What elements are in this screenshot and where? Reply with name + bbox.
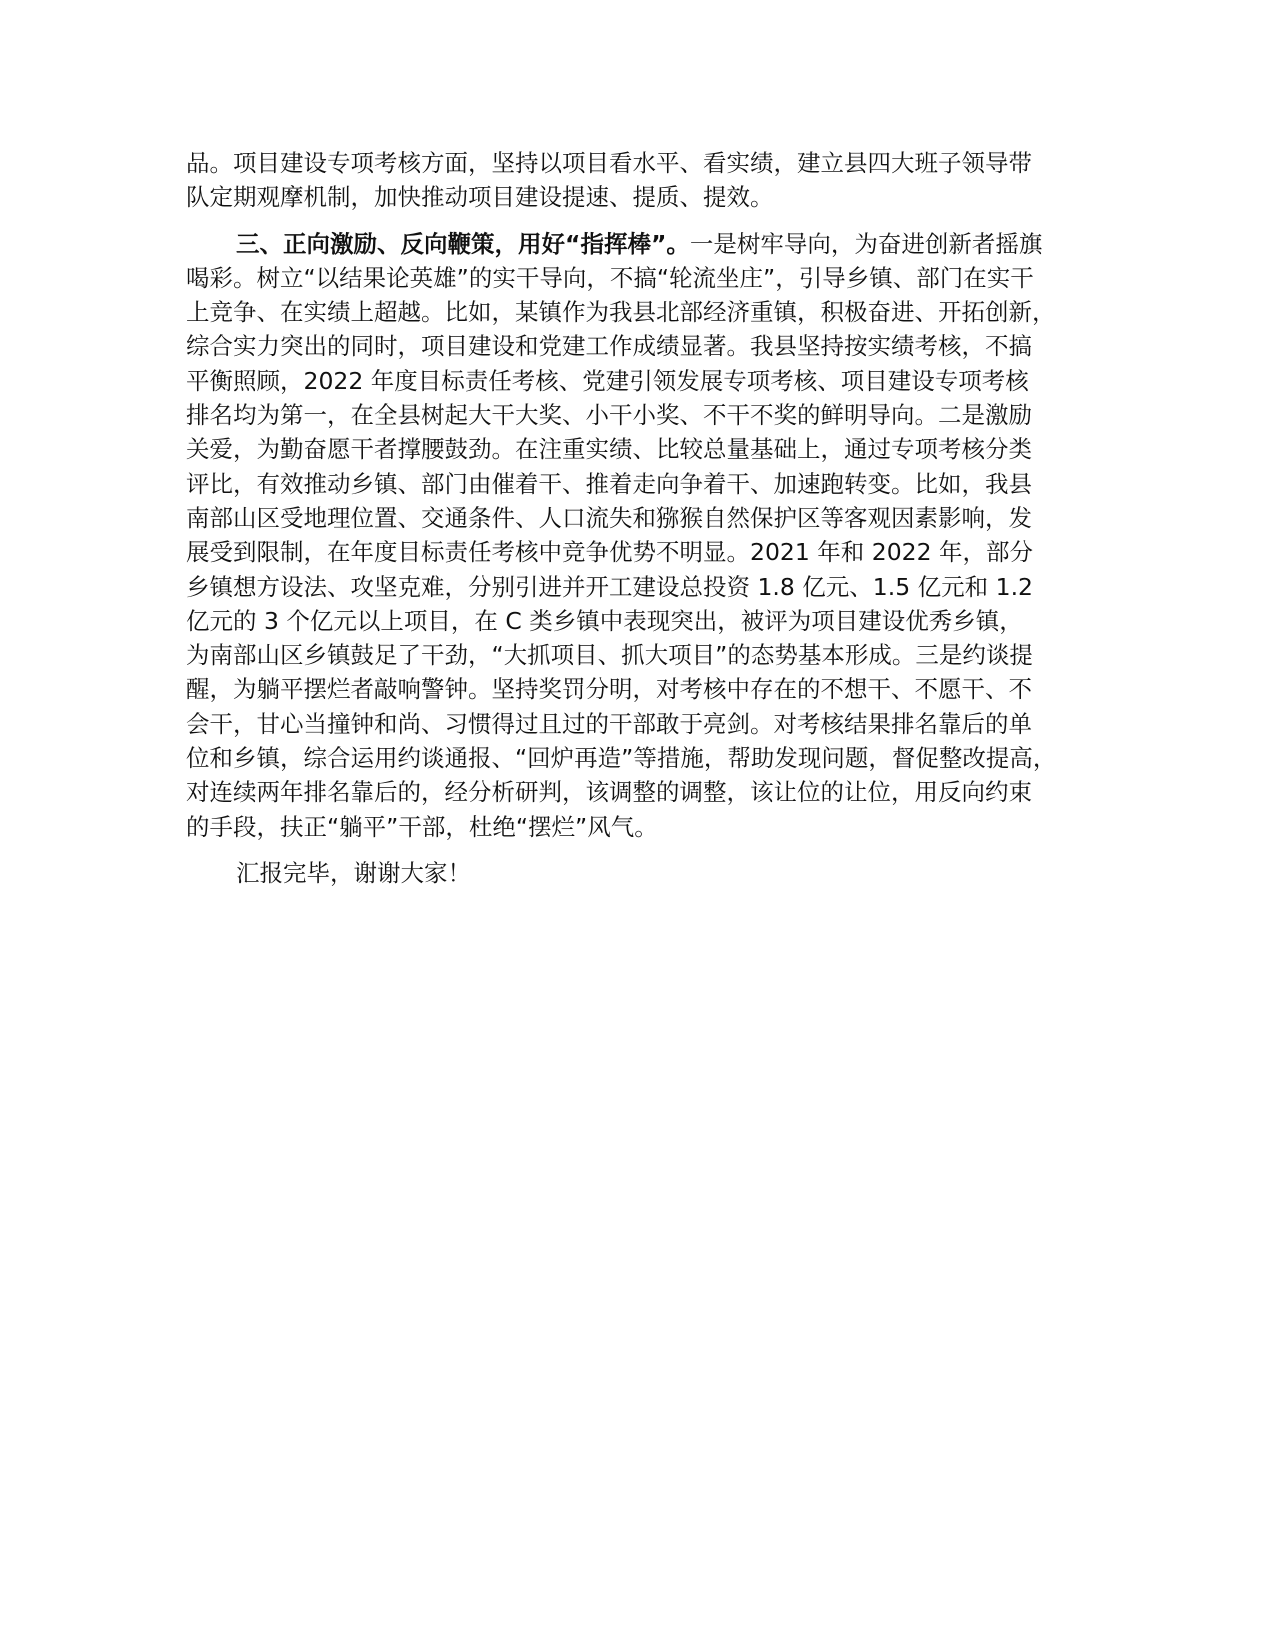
text-line: 乡镇想方设法、攻坚克难，分别引进并开工建设总投资 1.8 亿元、1.5 亿元和 1.2 xyxy=(186,572,1033,601)
text-line: 关爱，为勤奋愿干者撑腰鼓劲。在注重实绩、比较总量基础上，通过专项考核分类 xyxy=(186,435,1032,464)
text-line: 南部山区受地理位置、交通条件、人口流失和猕猴自然保护区等客观因素影响，发 xyxy=(186,503,1032,532)
text-line: 品。项目建设专项考核方面，坚持以项目看水平、看实绩，建立县四大班子领导带 xyxy=(186,149,1032,177)
text-line: 综合实力突出的同时，项目建设和党建工作成绩显著。我县坚持按实绩考核，不搞 xyxy=(186,332,1032,361)
section-heading: 三、正向激励、反向鞭策，用好“指挥棒”。 xyxy=(236,229,690,258)
text-line: 喝彩。树立“以结果论英雄”的实干导向，不搞“轮流坐庄”，引导乡镇、部门在实干 xyxy=(186,263,1034,292)
text-line: 排名均为第一，在全县树起大干大奖、小干小奖、不干不奖的鲜明导向。二是激励 xyxy=(186,401,1032,430)
text-line: 会干，甘心当撞钟和尚、习惯得过且过的干部敢于亮剑。对考核结果排名靠后的单 xyxy=(186,709,1032,738)
paragraph-project-assessment xyxy=(186,146,1111,215)
text-line: 为南部山区乡镇鼓足了干劲，“大抓项目、抓大项目”的态势基本形成。三是约谈提 xyxy=(186,641,1033,670)
document-body xyxy=(186,146,1111,890)
text-line: 亿元的 3 个亿元以上项目，在 C 类乡镇中表现突出，被评为项目建设优秀乡镇， xyxy=(186,606,1023,635)
text-line: 醒，为躺平摆烂者敲响警钟。坚持奖罚分明，对考核中存在的不想干、不愿干、不 xyxy=(186,675,1032,704)
text-line: 平衡照顾，2022 年度目标责任考核、党建引领发展专项考核、项目建设专项考核 xyxy=(186,366,1029,395)
text-line: 的手段，扶正“躺平”干部，杜绝“摆烂”风气。 xyxy=(186,812,658,841)
text-run: 一是树牢导向，为奋进创新者摇旗 xyxy=(689,229,1043,258)
closing-remark: 汇报完毕，谢谢大家！ xyxy=(236,858,471,887)
text-line: 队定期观摩机制，加快推动项目建设提速、提质、提效。 xyxy=(186,183,774,212)
text-line: 上竞争、在实绩上超越。比如，某镇作为我县北部经济重镇，积极奋进、开拓创新， xyxy=(186,298,1056,327)
paragraph-closing xyxy=(186,856,1111,890)
text-line: 评比，有效推动乡镇、部门由催着干、推着走向争着干、加速跑转变。比如，我县 xyxy=(186,469,1032,498)
paragraph-first-line xyxy=(186,227,1111,261)
paragraph-incentives xyxy=(186,227,1111,844)
text-line: 位和乡镇，综合运用约谈通报、“回炉再造”等措施，帮助发现问题，督促整改提高， xyxy=(186,744,1057,773)
text-line: 展受到限制，在年度目标责任考核中竞争优势不明显。2021 年和 2022 年，部分 xyxy=(186,538,1034,567)
text-line: 对连续两年排名靠后的，经分析研判，该调整的调整，该让位的让位，用反向约束 xyxy=(186,778,1032,807)
